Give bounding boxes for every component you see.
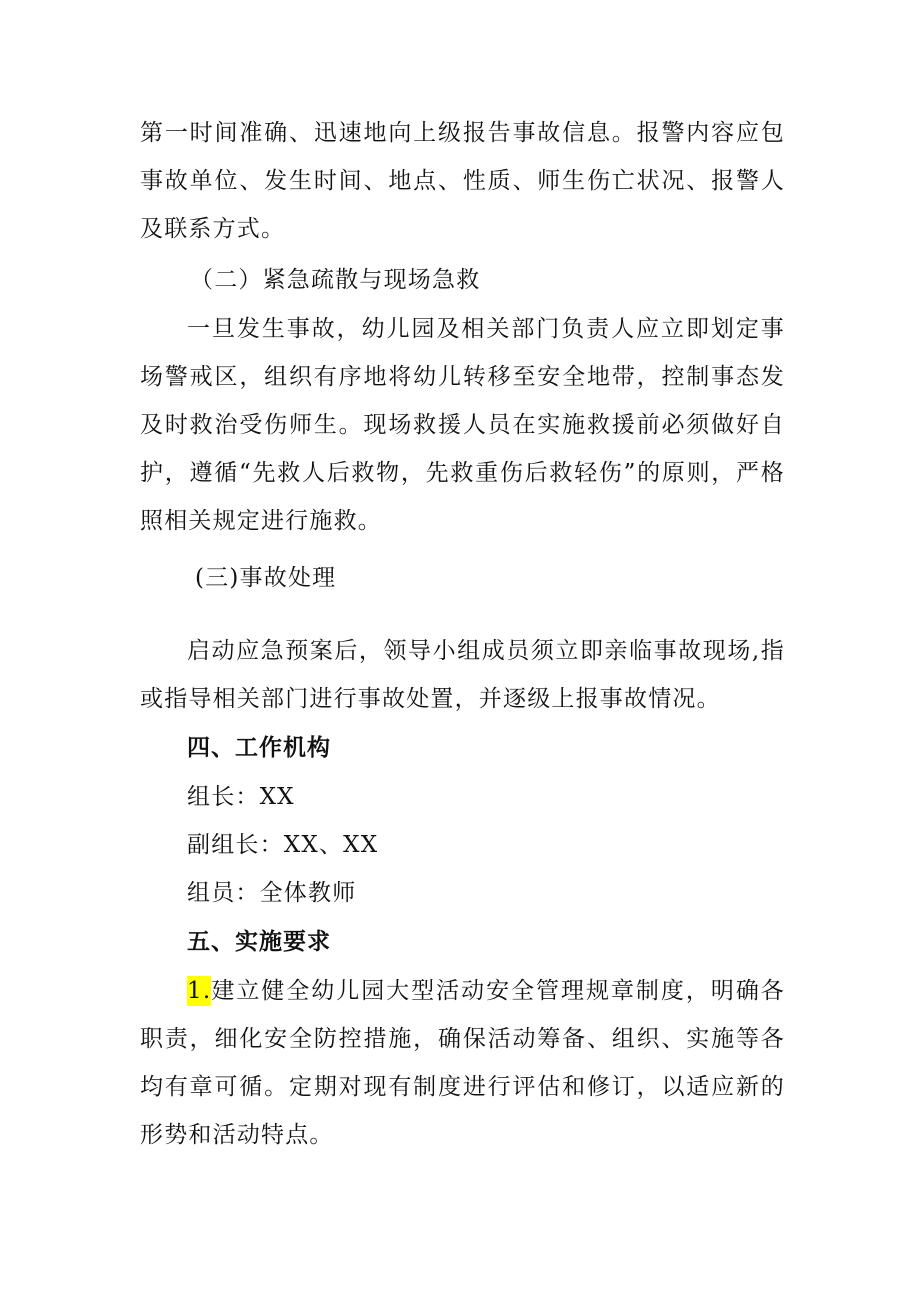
paragraph-line: 均有章可循。定期对现有制度进行评估和修订，以适应新的 — [140, 1074, 785, 1100]
paragraph-text: 建立健全幼儿园大型活动安全管理规章制度，明确各 — [211, 978, 785, 1004]
paragraph-line: 场警戒区，组织有序地将幼儿转移至安全地带，控制事态发 — [140, 364, 785, 390]
highlighted-number: 1. — [187, 978, 212, 1004]
paragraph-line: 照相关规定进行施救。 — [140, 508, 382, 534]
paragraph-line: 或指导相关部门进行事故处置，并逐级上报事故情况。 — [140, 686, 721, 712]
paragraph-line: 职责，细化安全防控措施，确保活动筹备、组织、实施等各 — [140, 1026, 785, 1052]
paragraph-line-numbered — [187, 976, 785, 1006]
paragraph-line: 形势和活动特点。 — [140, 1122, 334, 1148]
org-members: 组员：全体教师 — [187, 880, 357, 906]
paragraph-line: 护，遵循“先救人后救物，先救重伤后救轻伤”的原则，严格 — [140, 460, 785, 486]
paragraph-line: 启动应急预案后，领导小组成员须立即亲临事故现场,指 — [187, 638, 785, 664]
subsection-title-3: (三)事故处理 — [195, 565, 337, 591]
org-deputy: 副组长：XX、XX — [187, 832, 379, 858]
paragraph-line: 及时救治受伤师生。现场救援人员在实施救援前必须做好自 — [140, 412, 785, 438]
paragraph-line: 事故单位、发生时间、地点、性质、师生伤亡状况、报警人 — [140, 168, 785, 194]
org-leader: 组长：XX — [187, 784, 295, 810]
paragraph-line: 第一时间准确、迅速地向上级报告事故信息。报警内容应包 — [140, 120, 785, 146]
subsection-title-2: （二）紧急疏散与现场急救 — [190, 267, 481, 293]
section-title-4: 四、工作机构 — [187, 735, 331, 761]
section-title-5: 五、实施要求 — [187, 929, 331, 955]
paragraph-line: 一旦发生事故，幼儿园及相关部门负责人应立即划定事 — [187, 316, 785, 342]
paragraph-line: 及联系方式。 — [140, 216, 286, 242]
